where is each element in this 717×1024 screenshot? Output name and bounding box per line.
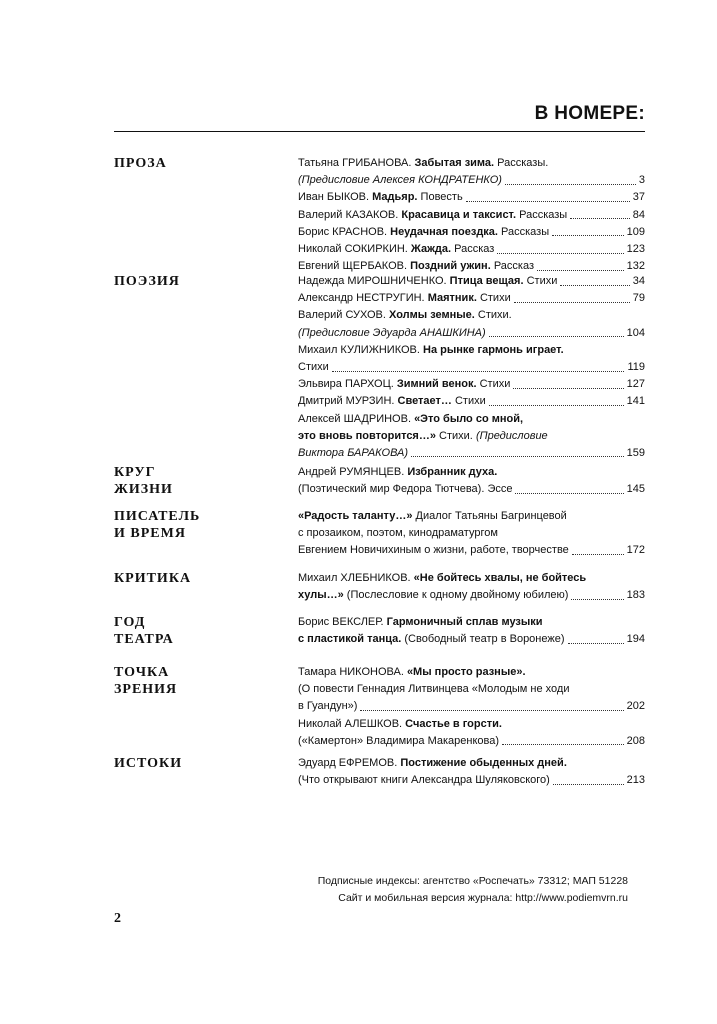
section-name-line: ТОЧКА [114,665,170,680]
dot-leader [552,227,624,237]
entry-text [298,631,565,648]
toc-entry-line[interactable] [298,207,645,224]
entry-text [298,570,586,587]
entry-page-number: 194 [626,633,645,646]
dot-leader [466,193,630,203]
entry-text [298,241,494,258]
toc-entry-line[interactable] [298,698,645,715]
entry-run: Стихи [523,275,558,287]
page-title: В НОМЕРЕ: [534,103,645,124]
entry-text [298,587,568,604]
section-entries [298,155,645,275]
toc-entry-line[interactable] [298,359,645,376]
section-name-line: ПРОЗА [114,156,167,171]
entry-title: Счастье в горсти. [405,717,502,730]
entry-page-number: 183 [626,589,645,602]
entry-text [298,614,543,631]
entry-run: Рассказы [497,225,550,238]
entry-run: (Послесловие к одному двойному юбилею) [343,589,569,602]
entry-title: «Не бойтесь хвалы, не бойтесь [413,572,587,584]
toc-entry-line [298,464,645,481]
entry-text [298,716,502,733]
entry-title: Неудачная поездка. [390,225,498,238]
dot-leader [502,736,624,746]
dot-leader [513,380,623,390]
toc-entry-line [298,411,645,428]
entry-text [298,290,511,307]
entry-text [298,481,512,498]
section-entries [298,273,645,462]
entry-title: «Радость таланту…» [298,510,413,522]
entry-text [298,172,502,189]
toc-entry-line [298,525,645,542]
section-name-line: ЗРЕНИЯ [114,682,178,697]
dot-leader [514,294,630,304]
entry-title: Зимний венок. [396,378,477,391]
entry-run: Стихи. [435,429,476,442]
entry-note: (Предисловие Эдуарда АНАШКИНА) [298,326,486,339]
section-entries [298,614,645,648]
entry-run: Татьяна ГРИБАНОВА. [298,157,415,169]
entry-page-number: 202 [626,700,645,713]
section-entries [298,570,645,604]
entry-run: Андрей РУМЯНЦЕВ. [298,466,408,478]
entry-text [298,393,486,410]
section-name [114,508,274,542]
entry-run: Евгением Новичихиным о жизни, работе, творчестве [298,544,569,557]
entry-run: Борис КРАСНОВ. [298,225,391,238]
page-number: 2 [114,911,121,926]
toc-entry-line [298,614,645,631]
entry-text [298,508,567,525]
entry-run: Повесть [417,191,463,204]
section-name [114,664,274,698]
entry-run: Дмитрий МУРЗИН. [298,395,398,408]
entry-run: Михаил КУЛИЖНИКОВ. [298,343,423,356]
entry-text [298,733,499,750]
entry-run: Александр НЕСТРУГИН. [298,292,428,305]
entry-text [298,359,329,376]
entry-run: (Поэтический мир Федора Тютчева). Эссе [298,483,513,496]
toc-entry-line[interactable] [298,189,645,206]
entry-run: Стихи [298,360,329,373]
section-name-line: ПОЭЗИЯ [114,274,180,289]
section-name-line: ЖИЗНИ [114,482,173,497]
section-name [114,273,274,290]
section-name-line: ТЕАТРА [114,632,174,647]
entry-title: «Это было со мной, [414,412,524,425]
entry-run: Николай СОКИРКИН. [298,242,411,255]
toc-entry-line[interactable] [298,172,645,189]
entry-text [298,755,567,772]
entry-text [298,325,486,342]
entry-page-number: 84 [632,208,645,221]
entry-run: Стихи. [474,309,512,322]
entry-run: Стихи [476,378,511,391]
dot-leader [570,210,630,220]
toc-entry-line[interactable] [298,393,645,410]
entry-text [298,376,510,393]
entry-page-number: 104 [626,326,645,339]
entry-page-number: 119 [627,360,645,373]
toc-entry-line[interactable] [298,587,645,604]
entry-note: (Предисловие Алексея КОНДРАТЕНКО) [298,174,502,187]
entry-run: Надежда МИРОШНИЧЕНКО. [298,275,450,287]
dot-leader [568,635,624,645]
entry-title: это вновь повторится…» [298,429,436,442]
entry-run: Михаил ХЛЕБНИКОВ. [298,572,414,584]
toc-entry-line [298,155,645,172]
toc-entry-line[interactable] [298,772,645,789]
entry-page-number: 145 [626,483,645,496]
entry-title: Жажда. [410,242,452,255]
toc-entry-line[interactable] [298,445,645,462]
entry-run: Рассказ [490,260,535,273]
toc-entry-line[interactable] [298,290,645,307]
entry-title: хулы…» [298,589,344,602]
entry-run: с прозаиком, поэтом, кинодраматургом [298,527,498,540]
entry-run: Тамара НИКОНОВА. [298,666,407,678]
subscription-indexes: Подписные индексы: агентство «Роспечать» 73312; МАП 51228 [317,875,628,887]
toc-entry-line[interactable] [298,224,645,241]
entry-title: Избранник духа. [407,466,498,478]
section-name-line: И ВРЕМЯ [114,526,186,541]
entry-page-number: 127 [626,378,645,391]
entry-text [298,772,550,789]
entry-page-number: 213 [626,774,645,787]
entry-page-number: 132 [626,260,645,273]
toc-entry-line [298,570,645,587]
entry-run: Стихи [451,395,486,408]
dot-leader [572,546,624,556]
section-name-line: ПИСАТЕЛЬ [114,509,201,524]
entry-text [298,273,557,290]
entry-page-number: 208 [626,734,645,747]
entry-text [298,698,357,715]
entry-run: в Гуандун») [298,700,358,713]
entry-run: Рассказы [516,208,568,221]
entry-page-number: 3 [638,174,645,187]
entry-page-number: 109 [626,225,645,238]
dot-leader [560,277,629,287]
entry-run: (Свободный театр в Воронеже) [401,633,565,646]
entry-note: Виктора БАРАКОВА) [298,446,409,459]
entry-run: Валерий КАЗАКОВ. [298,208,402,221]
entry-run: Николай АЛЕШКОВ. [298,717,406,730]
dot-leader [571,591,623,601]
dot-leader [537,262,624,272]
toc-entry-line[interactable] [298,241,645,258]
entry-title: Маятник. [427,292,477,305]
entry-text [298,224,549,241]
entry-title: Гармоничный сплав музыки [386,616,543,628]
section-entries [298,464,645,498]
entry-run: Алексей ШАДРИНОВ. [298,412,415,425]
entry-text [298,542,569,559]
entry-run: Рассказ [451,242,495,255]
entry-run: Евгений ЩЕРБАКОВ. [298,260,411,273]
entry-text [298,189,463,206]
entry-run: Рассказы. [494,157,549,169]
dot-leader [360,702,623,712]
toc-entry-line[interactable] [298,273,645,290]
title-divider [114,131,645,132]
section-name-line: ГОД [114,615,146,630]
entry-title: Поздний ужин. [410,260,491,273]
entry-run: Стихи [476,292,511,305]
entry-title: Постижение обыденных дней. [400,757,567,769]
toc-entry-line [298,307,645,324]
entry-page-number: 159 [626,446,645,459]
entry-title: Холмы земные. [389,309,475,322]
section-name [114,464,274,498]
section-name [114,570,274,587]
entry-text [298,445,408,462]
entry-text [298,681,569,698]
toc-entry-line [298,664,645,681]
toc-entry-line[interactable] [298,376,645,393]
entry-page-number: 172 [626,544,645,557]
dot-leader [411,448,624,458]
toc-entry-line[interactable] [298,481,645,498]
entry-note: (Предисловие [475,429,548,442]
entry-text [298,525,498,542]
section-name-line: КРИТИКА [114,571,192,586]
section-name-line: КРУГ [114,465,156,480]
toc-entry-line [298,508,645,525]
entry-text [298,307,512,324]
entry-text [298,342,564,359]
toc-entry-line [298,342,645,359]
entry-text [298,207,567,224]
entry-text [298,411,523,428]
entry-title: Светает… [397,395,452,408]
dot-leader [505,176,636,186]
entry-run: («Камертон» Владимира Макаренкова) [298,734,500,747]
entry-page-number: 34 [632,275,645,287]
dot-leader [489,397,624,407]
entry-run: Валерий СУХОВ. [298,309,389,322]
entry-text [298,664,526,681]
section-entries [298,508,645,560]
entry-text [298,428,548,445]
entry-run: (О повести Геннадия Литвинцева «Молодым не ходи [298,683,570,696]
entry-run: Диалог Татьяны Багринцевой [412,510,567,522]
entry-text [298,155,548,172]
section-name [114,614,274,648]
entry-text [298,464,497,481]
entry-title: На рынке гармонь играет. [423,343,564,356]
entry-run: (Что открывают книги Александра Шуляковского) [298,774,550,787]
dot-leader [332,363,625,373]
toc-entry-line[interactable] [298,325,645,342]
entry-run: Эльвира ПАРХОЦ. [298,378,397,391]
toc-entry-line [298,428,645,445]
subscription-footer [318,873,628,907]
entry-title: «Мы просто разные». [406,666,526,678]
entry-page-number: 79 [632,292,645,305]
toc-entry-line [298,716,645,733]
entry-title: Мадьяр. [372,191,418,204]
toc-entry-line[interactable] [298,631,645,648]
entry-title: Птица вещая. [449,275,524,287]
section-name [114,155,274,172]
section-name [114,755,274,772]
toc-entry-line [298,681,645,698]
dot-leader [515,485,623,495]
entry-title: с пластикой танца. [298,633,402,646]
dot-leader [497,245,623,255]
section-entries [298,755,645,789]
website-info: Сайт и мобильная версия журнала: http://www.podiemvrn.ru [338,892,628,904]
entry-run: Иван БЫКОВ. [298,191,373,204]
dot-leader [489,328,624,338]
entry-title: Забытая зима. [414,157,495,169]
entry-run: Эдуард ЕФРЕМОВ. [298,757,401,769]
entry-page-number: 123 [626,242,645,255]
dot-leader [553,776,624,786]
toc-entry-line[interactable] [298,733,645,750]
entry-page-number: 37 [632,191,645,204]
entry-page-number: 141 [626,395,645,408]
toc-entry-line [298,755,645,772]
entry-run: Борис ВЕКСЛЕР. [298,616,387,628]
section-name-line: ИСТОКИ [114,756,183,771]
entry-title: Красавица и таксист. [401,208,517,221]
toc-entry-line[interactable] [298,542,645,559]
section-entries [298,664,645,750]
